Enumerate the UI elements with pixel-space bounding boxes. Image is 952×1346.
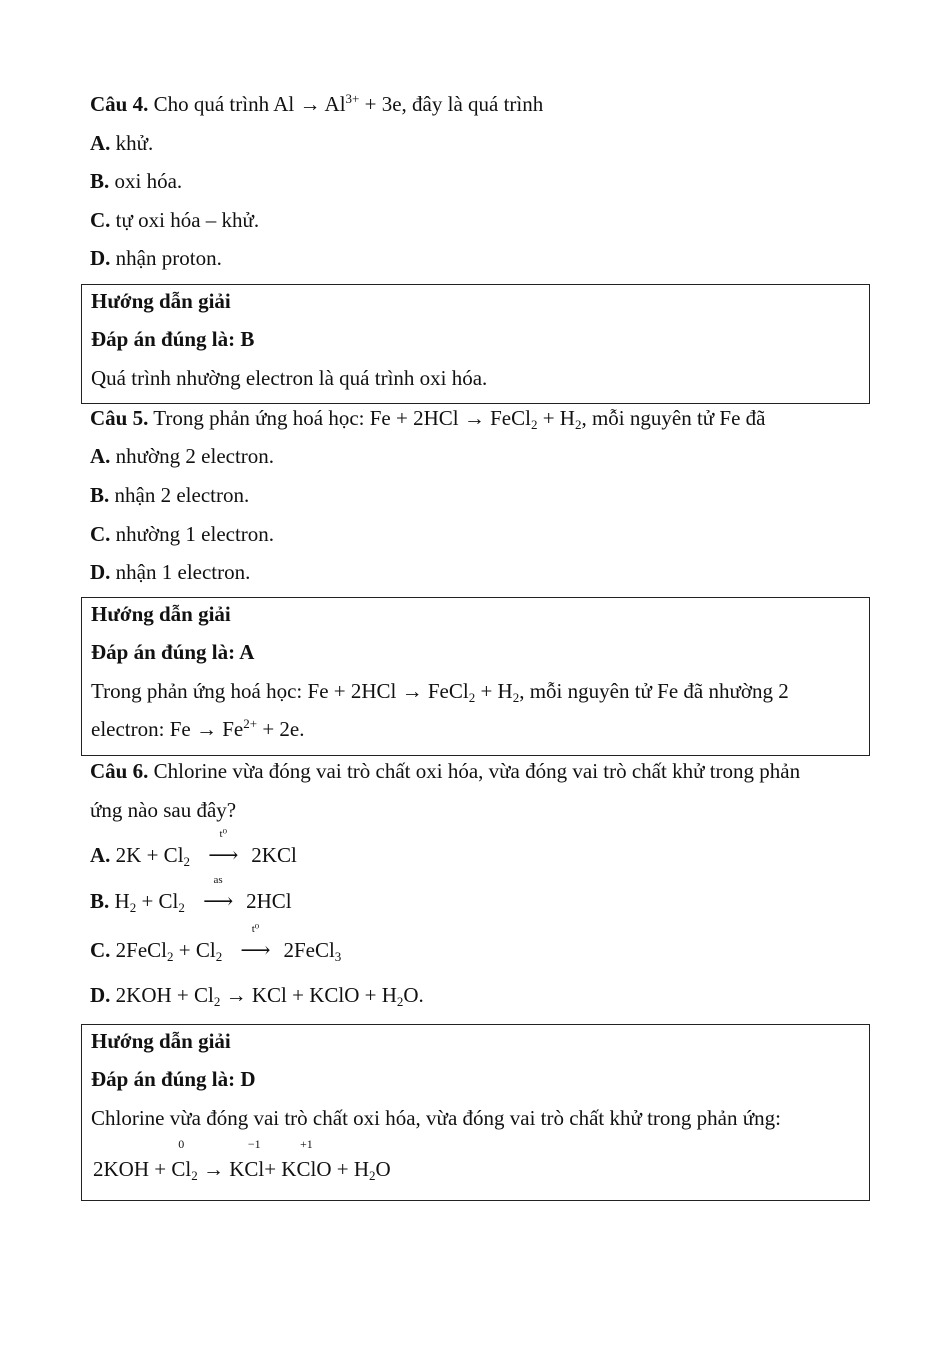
q4-option-c (90, 208, 259, 232)
q6-solution-answer (91, 1067, 256, 1091)
solution-answer-text: Đáp án đúng là: A (91, 640, 255, 664)
eq-text-d: O + H (316, 1157, 369, 1181)
eq-text-b: → K (197, 1157, 245, 1181)
q5-solution-answer (91, 640, 254, 664)
q6-solution-box (81, 1024, 870, 1201)
exp2-text-a: electron: Fe → Fe (91, 717, 244, 741)
eq-sub: 2 (183, 854, 191, 869)
eq-sub: 2 (213, 994, 221, 1009)
q4-stem-text-b: Al (324, 92, 346, 116)
reaction-condition: t⁰ (219, 828, 228, 840)
eq-lhs-mid: + Cl (173, 938, 216, 962)
option-letter: A. (90, 131, 111, 155)
q5-solution-explanation-line1 (91, 679, 789, 703)
q4-solution-heading (91, 289, 231, 313)
eq-lhs: 2K + Cl (115, 843, 184, 867)
q5-option-c (90, 522, 274, 546)
option-text: nhận 1 electron. (115, 560, 251, 584)
q6-stem-text-1: Chlorine vừa đóng vai trò chất oxi hóa, vừa đóng vai trò chất khử trong phản (153, 759, 801, 783)
oxidation-cl2 (171, 1137, 192, 1181)
q6-solution-explanation: Chlorine vừa đóng vai trò chất oxi hóa, vừa đóng vai trò chất khử trong phản ứng: (91, 1106, 781, 1130)
q5-label: Câu 5. (90, 406, 149, 430)
exp-text-c: , mỗi nguyên tử Fe đã nhường 2 (519, 679, 789, 703)
cl-symbol: Cl (244, 1157, 265, 1181)
eq-rhs: 2KCl (251, 843, 297, 867)
q6-solution-heading (91, 1029, 231, 1053)
option-letter: B. (90, 889, 110, 913)
q4-solution-box (81, 284, 870, 404)
cl-symbol: Cl (171, 1157, 192, 1181)
q5-option-d (90, 560, 250, 584)
option-text: nhận 2 electron. (114, 483, 250, 507)
option-text: nhường 2 electron. (115, 444, 275, 468)
q6-option-d (90, 983, 424, 1007)
q5-option-b (90, 483, 249, 507)
q5-sub-1: 2 (530, 417, 538, 432)
exp-text-b: + H (475, 679, 513, 703)
oxidation-cl-plus (296, 1137, 317, 1181)
option-letter: B. (90, 483, 110, 507)
eq-sub: 3 (334, 949, 342, 964)
q6-stem-line1 (90, 759, 800, 783)
q6-option-b (90, 874, 292, 915)
eq-rhs: 2FeCl (283, 938, 335, 962)
eq-sub: 2 (129, 900, 137, 915)
q5-solution-explanation-line2 (91, 717, 304, 741)
eq-sub: 2 (167, 949, 174, 964)
eq-sub: 2 (396, 994, 404, 1009)
solution-heading-text: Hướng dẫn giải (91, 1029, 231, 1053)
eq-text-a: 2KOH + Cl (115, 983, 214, 1007)
q5-stem (90, 406, 765, 430)
option-letter: C. (90, 938, 111, 962)
q6-stem-line2: ứng nào sau đây? (90, 798, 237, 822)
exp-sub-1: 2 (468, 690, 476, 705)
solution-answer-text: Đáp án đúng là: D (91, 1067, 256, 1091)
q6-option-a (90, 828, 297, 869)
option-text: nhường 1 electron. (115, 522, 275, 546)
eq-sub: 2 (191, 1168, 198, 1183)
solution-answer-text: Đáp án đúng là: B (91, 327, 255, 351)
option-text: nhận proton. (115, 246, 222, 270)
eq-text-b: → KCl + KClO + H (220, 983, 397, 1007)
q6-option-c (90, 923, 342, 964)
eq-text-c: + K (264, 1157, 297, 1181)
option-letter: C. (90, 522, 111, 546)
q5-stem-text-a: Trong phản ứng hoá học: Fe + 2HCl → FeCl (153, 406, 531, 430)
option-letter: A. (90, 444, 111, 468)
reaction-arrow: t⁰ ⟶ (195, 843, 251, 867)
cl-symbol: Cl (296, 1157, 317, 1181)
eq-lhs: 2FeCl (115, 938, 168, 962)
eq-text-a: 2KOH + (93, 1157, 172, 1181)
q4-option-d (90, 246, 222, 270)
q6-solution-equation (93, 1137, 391, 1183)
q5-option-a (90, 444, 274, 468)
eq-lhs-mid: + Cl (136, 889, 179, 913)
eq-text-c: O. (403, 983, 424, 1007)
eq-text-e: O (375, 1157, 391, 1181)
q4-option-b (90, 169, 182, 193)
reaction-condition: as (213, 874, 223, 886)
q5-stem-text-b: + H (537, 406, 575, 430)
q4-charge: 3+ (345, 91, 360, 106)
exp-text-a: Trong phản ứng hoá học: Fe + 2HCl → FeCl (91, 679, 469, 703)
option-letter: D. (90, 983, 111, 1007)
q4-arrow: → (299, 92, 321, 116)
q5-stem-text-c: , mỗi nguyên tử Fe đã (581, 406, 766, 430)
eq-sub: 2 (369, 1168, 376, 1183)
option-letter: B. (90, 169, 110, 193)
eq-lhs: H (114, 889, 130, 913)
option-letter: C. (90, 208, 111, 232)
q5-solution-box (81, 597, 870, 756)
option-letter: D. (90, 560, 111, 584)
q4-solution-explanation: Quá trình nhường electron là quá trình oxi hóa. (91, 366, 488, 390)
q4-solution-answer (91, 327, 254, 351)
reaction-arrow: as ⟶ (190, 889, 246, 913)
oxidation-number: −1 (247, 1137, 261, 1151)
exp-sub-2: 2 (512, 690, 520, 705)
q4-stem (90, 92, 543, 116)
q5-sub-2: 2 (574, 417, 582, 432)
option-text: khử. (115, 131, 154, 155)
exp2-charge: 2+ (243, 716, 258, 731)
oxidation-number: 0 (178, 1137, 185, 1151)
reaction-condition: t⁰ (251, 923, 260, 935)
option-text: oxi hóa. (114, 169, 183, 193)
solution-heading-text: Hướng dẫn giải (91, 602, 231, 626)
eq-rhs: 2HCl (246, 889, 292, 913)
eq-sub: 2 (215, 949, 223, 964)
oxidation-number: +1 (300, 1137, 313, 1151)
solution-heading-text: Hướng dẫn giải (91, 289, 231, 313)
q4-label: Câu 4. (90, 92, 149, 116)
q4-option-a (90, 131, 153, 155)
q4-stem-text-a: Cho quá trình Al (153, 92, 295, 116)
q6-label: Câu 6. (90, 759, 149, 783)
q5-solution-heading (91, 602, 231, 626)
option-letter: D. (90, 246, 111, 270)
eq-sub: 2 (178, 900, 185, 915)
q4-stem-text-c: + 3e, đây là quá trình (364, 92, 544, 116)
reaction-arrow: t⁰ ⟶ (227, 938, 283, 962)
oxidation-cl-minus (244, 1137, 265, 1181)
exp2-text-b: + 2e. (257, 717, 305, 741)
option-text: tự oxi hóa – khử. (115, 208, 260, 232)
option-letter: A. (90, 843, 111, 867)
